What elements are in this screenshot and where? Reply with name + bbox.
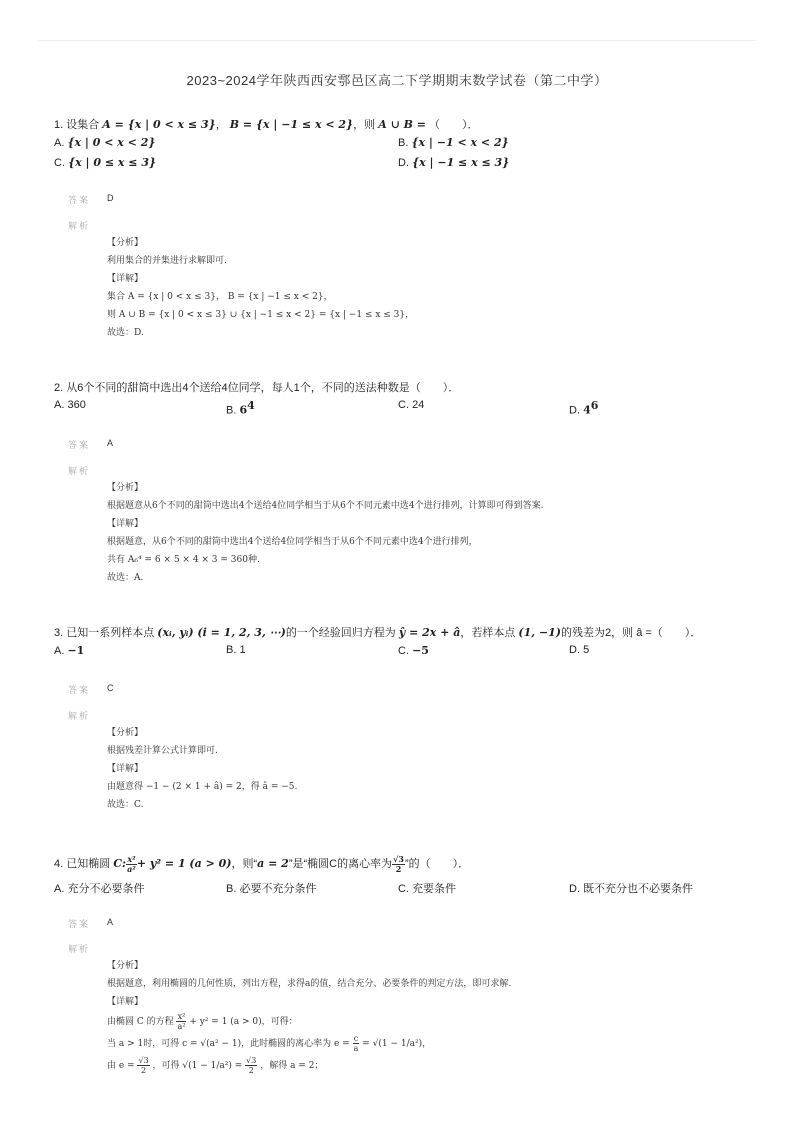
analysis-label: 解析	[68, 221, 91, 231]
solution-block: 【分析】 根据残差计算公式计算即可. 【详解】 由题意得 −1 − (2 × 1 + â) = 2，得 â = −5. 故选：C.	[107, 728, 298, 810]
question-stem: 2. 从6个不同的甜筒中选出4个送给4位同学，每人1个，不同的送法种数是（ ）．	[54, 382, 460, 394]
solution-block: 【分析】 根据题意从6个不同的甜筒中选出4个送给4位同学相当于从6个不同元素中选4个进行排列，计算即可得到答案. 【详解】 根据题意，从6个不同的甜筒中选出4个送给4位同学相当于从6个不同元素中选4个进行排列， 共有 A₆⁴ = 6 × 5 × 4 × 3 = 360种. 故选：A.	[107, 483, 544, 583]
options-row	[54, 641, 744, 663]
option-b[interactable]: B. 必要不充分条件	[226, 883, 317, 895]
question-stem: 1. 设集合 A = {x | 0 < x ≤ 3}， B = {x | −1 ≤ x < 2}，则 A ∪ B = （ ）．	[54, 118, 479, 131]
question-4	[54, 851, 744, 1075]
answer-value: A	[107, 438, 114, 448]
options-row	[54, 133, 744, 155]
options-row	[54, 396, 744, 418]
option-c[interactable]: C. 充要条件	[398, 883, 457, 895]
question-stem: 3. 已知一系列样本点 (xᵢ, yᵢ) (i = 1, 2, 3, ⋯)的一个经验回归方程为 ŷ = 2x + â，若样本点 (1, −1)的残差为2，则 â =（ ）．	[54, 626, 702, 639]
question-1	[54, 117, 744, 338]
option-c[interactable]: C. −5	[398, 644, 429, 657]
analysis-label: 解析	[68, 466, 91, 476]
question-3	[54, 625, 744, 810]
header-divider	[38, 40, 756, 41]
answer-label: 答案	[68, 195, 91, 205]
solution-block: 【分析】 根据题意，利用椭圆的几何性质，列出方程，求得a的值，结合充分、必要条件的判定方法，即可求解. 【详解】 由椭圆 C 的方程 $\frac{\text{x²}}{\text{a²}}$ + y² = 1 (a > 0)，可得： 当 a > 1时，可得 c = √(a² − 1)，此时椭圆的离心率为 e = $\frac{c}{a}$ = √(1 − 1/a²)， 由 e = $\frac{√3}{2}$ ，可得 √(1 − 1/a²) = $\frac{√3}{2}$ ，解得 a = 2；	[107, 957, 727, 1077]
fraction: $\frac{\text{x²}}{\text{a²}}$	[177, 1012, 186, 1031]
option-b[interactable]: B. $6^4$	[226, 399, 255, 417]
analysis-label: 解析	[68, 711, 91, 721]
option-c[interactable]: C. 24	[398, 399, 425, 411]
analysis-label: 解析	[68, 944, 91, 954]
option-a[interactable]: A. 充分不必要条件	[54, 883, 145, 895]
solution-line: 由 e = $\frac{√3}{2}$ ，可得 √(1 − 1/a²) = $\frac{√3}{2}$ ，解得 a = 2；	[107, 1056, 324, 1075]
answer-value: A	[107, 917, 114, 927]
answer-label: 答案	[68, 919, 91, 929]
option-d[interactable]: D. 5	[569, 644, 590, 656]
solution-block: 【分析】 利用集合的并集进行求解即可. 【详解】 集合 A = {x | 0 < x ≤ 3}， B = {x | −1 ≤ x < 2}， 则 A ∪ B = {x | 0 < x ≤ 3} ∪ {x | −1 ≤ x < 2} = {x | −1 ≤ x ≤ 3}， 故选：D.	[107, 238, 415, 338]
option-a[interactable]: A. {x | 0 < x < 2}	[54, 136, 156, 149]
fraction: $\frac{√3}{2}$	[393, 853, 404, 874]
options-row	[54, 877, 744, 899]
option-c[interactable]: C. {x | 0 ≤ x ≤ 3}	[54, 156, 157, 169]
option-d[interactable]: D. 既不充分也不必要条件	[569, 883, 694, 895]
option-a[interactable]: A. −1	[54, 644, 85, 657]
answer-value: D	[107, 193, 114, 203]
option-d[interactable]: D. {x | −1 ≤ x ≤ 3}	[398, 156, 510, 169]
option-b[interactable]: B. 1	[226, 644, 246, 656]
answer-value: C	[107, 683, 114, 693]
page-title: 2023~2024学年陕西西安鄠邑区高二下学期期末数学试卷（第二中学）	[186, 73, 608, 88]
fraction: $\frac{√3}{2}$	[138, 1056, 149, 1075]
option-b[interactable]: B. {x | −1 < x < 2}	[398, 136, 509, 149]
fraction: $\frac{√3}{2}$	[246, 1056, 257, 1075]
option-a[interactable]: A. 360	[54, 399, 86, 411]
question-2	[54, 380, 744, 583]
fraction: $\frac{c}{a}$	[353, 1034, 359, 1053]
solution-line: 由椭圆 C 的方程 $\frac{\text{x²}}{\text{a²}}$ + y² = 1 (a > 0)，可得：	[107, 1012, 298, 1031]
option-d[interactable]: D. $4^6$	[569, 399, 599, 417]
answer-label: 答案	[68, 685, 91, 695]
fraction: $\frac{\text{x²}}{\text{a²}}$	[127, 853, 136, 874]
solution-line: 当 a > 1时，可得 c = √(a² − 1)，此时椭圆的离心率为 e = $\frac{c}{a}$ = √(1 − 1/a²)，	[107, 1034, 432, 1053]
answer-label: 答案	[68, 440, 91, 450]
question-stem: 4. 已知椭圆 C: $\frac{\text{x²}}{\text{a²}}$ + y² = 1 (a > 0)，则“a = 2”是“椭圆C的离心率为 $\frac{√3}{2}$ ”的（ ）．	[54, 853, 470, 874]
options-row	[54, 153, 744, 175]
